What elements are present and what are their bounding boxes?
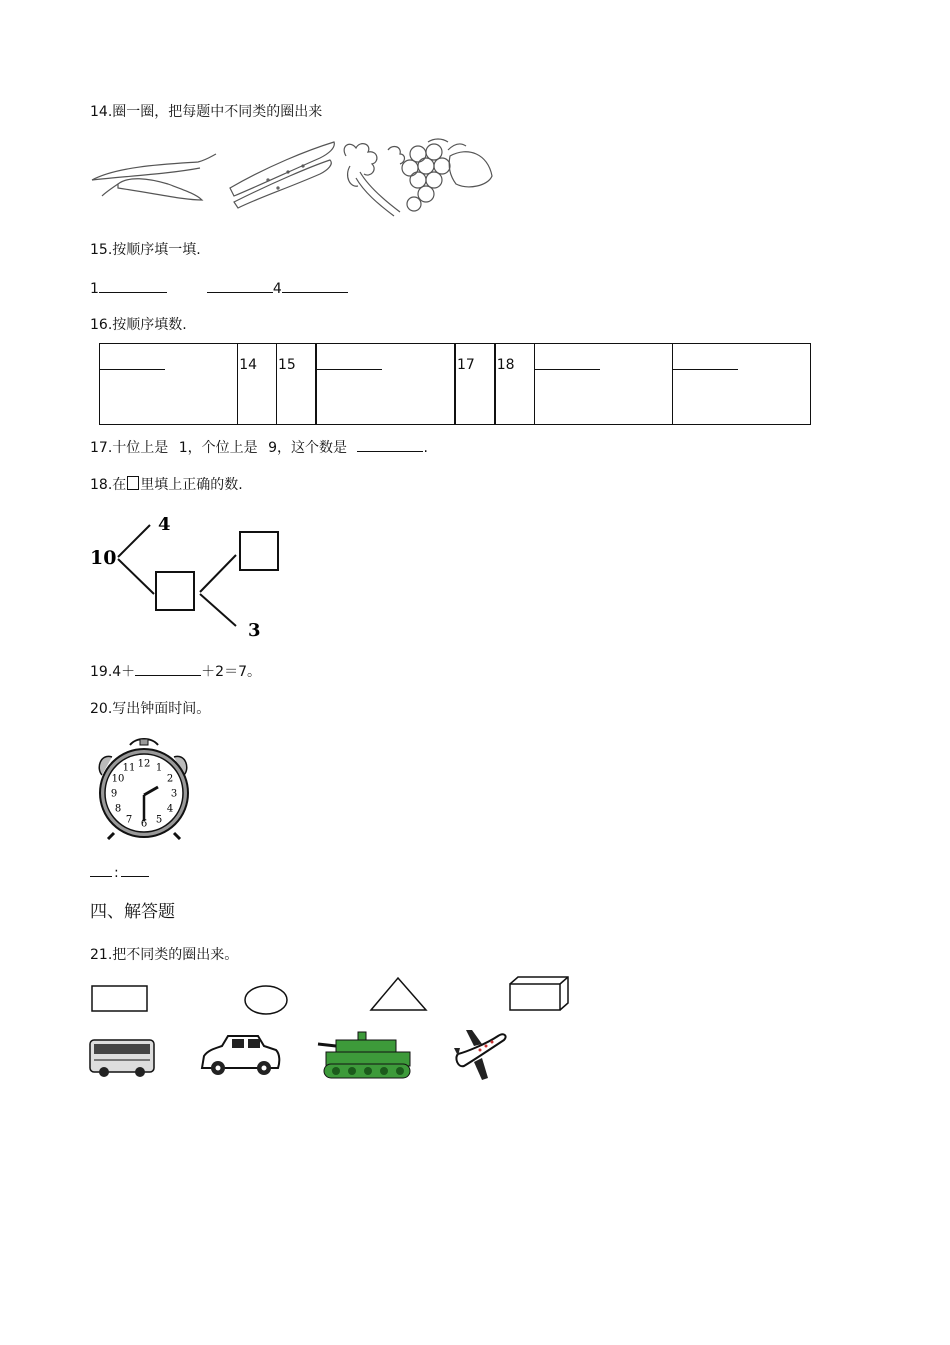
q19-suffix: ＋2＝7。 [201, 664, 261, 680]
grapes-icon [402, 139, 450, 211]
clock-number-3: 3 [170, 788, 178, 800]
chili-pepper-icon [92, 154, 216, 200]
airplane-icon[interactable] [454, 1030, 506, 1080]
q18-total: 10 [90, 547, 117, 569]
clock-number-4: 4 [166, 803, 174, 815]
q16-blank-3[interactable] [535, 356, 600, 370]
q17-mid: ，个位上是 [187, 440, 258, 456]
bus-icon[interactable] [90, 1040, 154, 1077]
clock-number-11: 11 [122, 762, 136, 774]
q21-title: 21.把不同类的圈出来。 [90, 947, 239, 963]
q20-separator: : [114, 865, 119, 881]
q16-cell-8[interactable] [672, 344, 810, 425]
q18-prefix: 18.在 [90, 477, 127, 493]
tank-icon[interactable] [318, 1032, 410, 1078]
q15-first-number: 1 [90, 281, 99, 297]
q17-ones-digit: 9 [268, 440, 278, 456]
q16-cell-6 [495, 344, 534, 425]
q16-cell-4[interactable] [316, 344, 455, 425]
q15-title: 15.按顺序填一填. [90, 242, 201, 258]
q18-box-symbol [127, 476, 139, 490]
cucumber-icon [230, 142, 334, 208]
q14-vegetable-images [88, 136, 498, 218]
clock-number-2: 2 [166, 773, 174, 785]
q16-blank-1[interactable] [100, 356, 165, 370]
clock-number-6: 6 [140, 818, 148, 830]
q16-title: 16.按顺序填数. [90, 317, 187, 333]
q15-blank-3[interactable] [282, 279, 348, 293]
q15-blank-2[interactable] [207, 279, 273, 293]
q18-title [90, 476, 243, 494]
q18-branch-line [118, 559, 154, 594]
oval-shape-icon[interactable] [245, 986, 287, 1014]
triangle-shape-icon[interactable] [371, 978, 426, 1010]
q18-part-b: 3 [248, 620, 261, 641]
q17-tens-digit: 1 [178, 440, 188, 456]
q16-cell-1[interactable] [100, 344, 238, 425]
clock-number-1: 1 [155, 762, 163, 774]
clock-number-10: 10 [111, 773, 125, 785]
q18-branch-line [200, 594, 236, 626]
q18-part-a: 4 [158, 514, 171, 535]
q19-prefix: 19.4＋ [90, 664, 136, 680]
q21-vehicles-row [86, 1026, 516, 1092]
clock-number-12: 12 [137, 758, 151, 770]
alarm-clock-icon [92, 735, 197, 840]
clock-number-7: 7 [125, 814, 133, 826]
rectangle-shape-icon[interactable] [92, 986, 147, 1011]
clock-number-8: 8 [114, 803, 122, 815]
cuboid-shape-icon[interactable] [510, 977, 568, 1010]
q17-answer-blank[interactable] [357, 438, 423, 452]
clock-number-9: 9 [110, 788, 118, 800]
q16-cell-2 [238, 344, 277, 425]
q18-answer-box-2[interactable] [240, 532, 278, 570]
q16-cell-5 [455, 344, 495, 425]
q20-title: 20.写出钟面时间。 [90, 701, 211, 717]
q16-number-17: 17 [456, 357, 475, 373]
q16-number-14: 14 [239, 357, 258, 373]
q17-end: . [423, 440, 428, 456]
q18-branch-line [118, 525, 150, 557]
q16-blank-2[interactable] [317, 356, 382, 370]
q18-suffix: 里填上正确的数. [140, 477, 243, 493]
section-4-title: 四、解答题 [90, 902, 175, 922]
q15-middle-number: 4 [272, 281, 282, 297]
q20-hour-blank[interactable] [90, 863, 112, 877]
car-icon[interactable] [202, 1036, 279, 1075]
q21-shapes-row [88, 972, 573, 1020]
q16-cell-7[interactable] [534, 344, 672, 425]
q15-sequence [90, 279, 348, 298]
q14-title: 14.圈一圈，把每题中不同类的圈出来 [90, 104, 323, 120]
q16-cell-3 [276, 344, 315, 425]
q16-number-table [99, 343, 811, 425]
q18-answer-box-1[interactable] [156, 572, 194, 610]
q20-minute-blank[interactable] [121, 863, 149, 877]
q17-suffix: ，这个数是 [277, 440, 348, 456]
q16-number-15: 15 [277, 357, 296, 373]
q18-number-bond-diagram [88, 512, 288, 642]
q17-prefix: 17.十位上是 [90, 440, 169, 456]
q16-number-18: 18 [496, 357, 515, 373]
q17-text [90, 438, 428, 457]
strawberry-icon [448, 144, 492, 187]
q18-branch-line [200, 555, 236, 592]
q20-answer [90, 863, 149, 882]
clock-number-5: 5 [155, 814, 163, 826]
q19-text [90, 662, 261, 681]
q16-blank-4[interactable] [673, 356, 738, 370]
q19-answer-blank[interactable] [135, 662, 201, 676]
celery-icon [344, 144, 404, 216]
q15-blank-1[interactable] [99, 279, 167, 293]
